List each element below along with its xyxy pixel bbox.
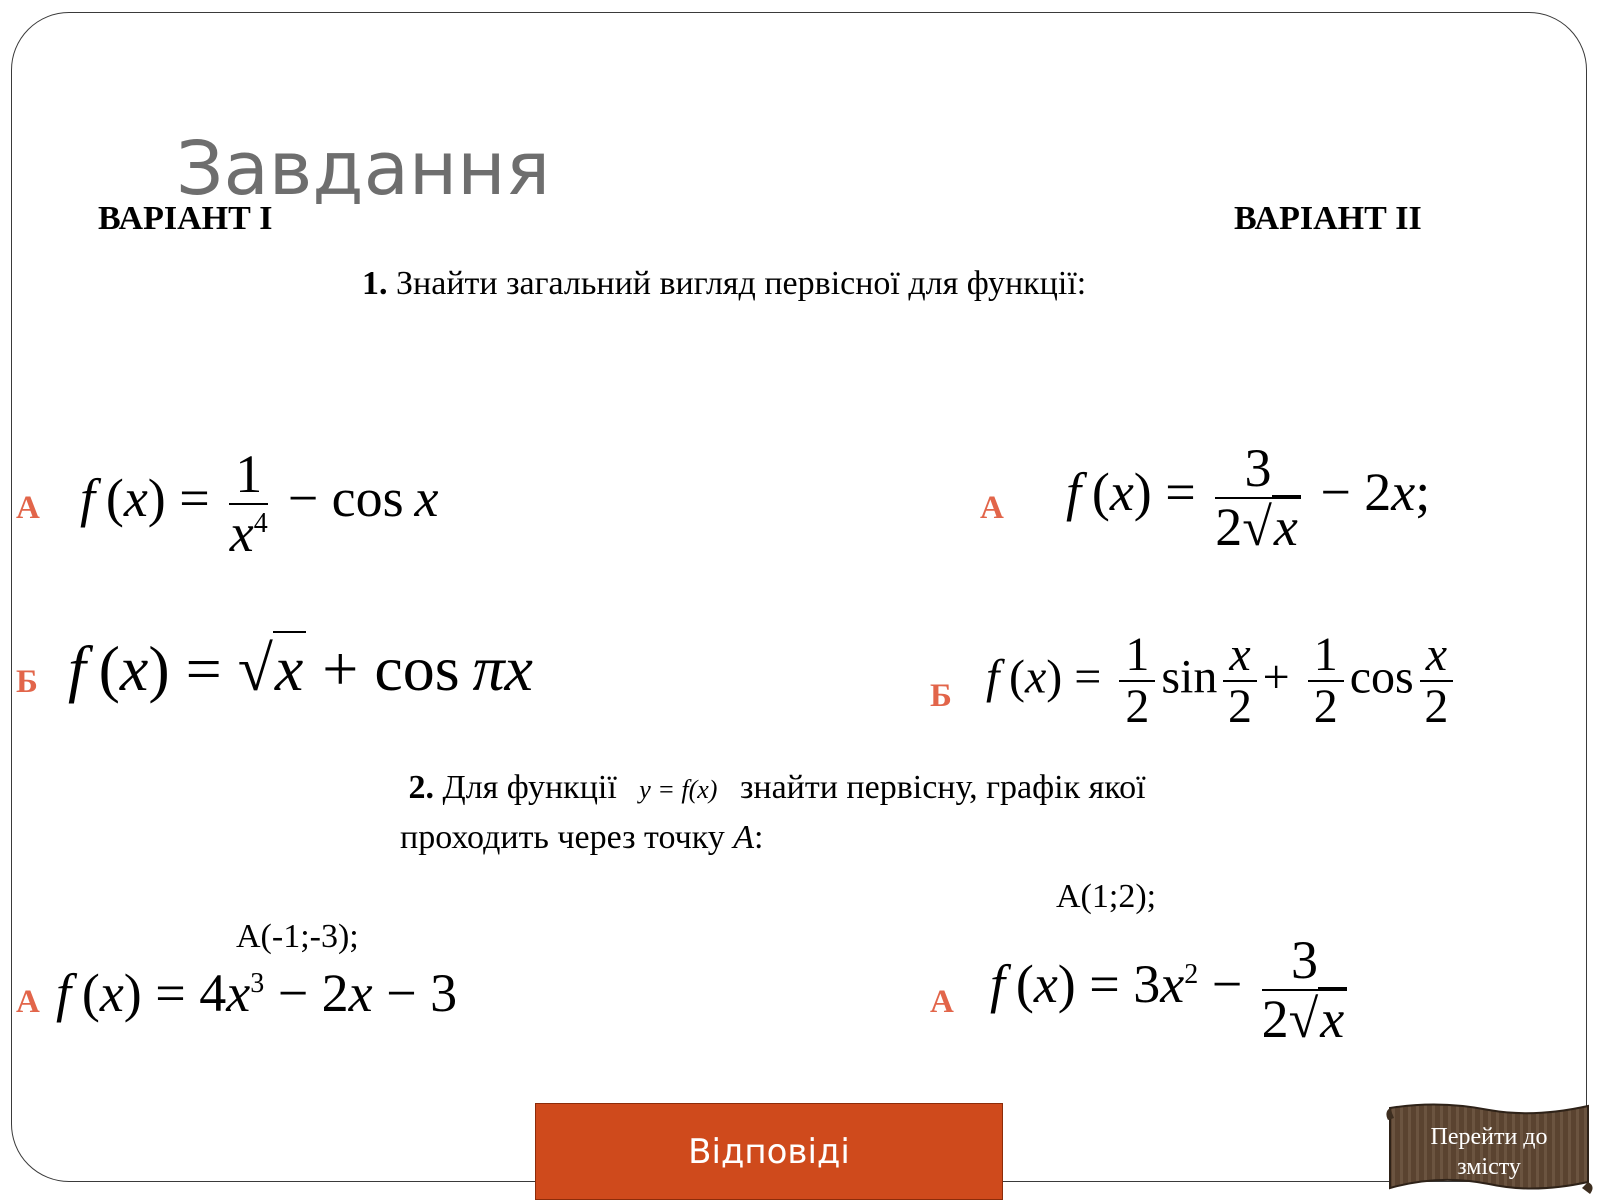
fraction: $\frac{1}{2}$ — [1308, 630, 1344, 733]
task-2-inline-formula: y = f(x) — [639, 775, 718, 804]
v1-task1-label-b: Б — [16, 664, 38, 700]
go-to-contents-button[interactable] — [1384, 1098, 1594, 1198]
task-1-text — [362, 260, 1132, 308]
v2-task1-label-a: А — [980, 490, 1004, 526]
task-2-point-letter: A — [733, 819, 755, 856]
variant-2-heading: ВАРІАНТ ІІ — [1234, 200, 1422, 237]
v1-task1-a-formula: f (x) = $\frac{1}{x^4}$ − cos x — [80, 444, 439, 563]
fraction: $\frac{1}{x^4}$ — [229, 444, 268, 563]
slide-title: Завдання — [176, 126, 551, 212]
v1-point: A(-1;-3); — [236, 918, 359, 955]
task-1-number: 1. — [362, 265, 388, 302]
fraction: $\frac{x}{2}$ — [1223, 630, 1256, 733]
task-2-text — [400, 764, 1220, 862]
task-2-tail: : — [754, 819, 764, 856]
v1-task2-label-a: А — [16, 984, 40, 1020]
v2-task2-label-a: А — [930, 984, 954, 1020]
go-to-contents-label: Перейти до змісту — [1430, 1124, 1548, 1180]
fraction: $\frac{x}{2}$ — [1420, 630, 1453, 733]
task-1-statement: Знайти загальний вигляд первісної для функції: — [396, 265, 1087, 302]
answers-button[interactable]: Відповіді — [535, 1103, 1003, 1200]
variant-1-heading: ВАРІАНТ І — [98, 200, 273, 237]
task-2-text-after: знайти первісну, графік якої проходить через точку — [400, 769, 1146, 856]
task-2-text-before: Для функції — [442, 769, 617, 806]
fraction: $\frac{3}{2√x}$ — [1215, 440, 1301, 555]
fraction: $\frac{1}{2}$ — [1119, 630, 1155, 733]
v1-task1-label-a: А — [16, 490, 40, 526]
v2-task1-a-formula: f (x) = $\frac{3}{2√x}$ − 2x; — [1066, 438, 1431, 557]
v2-task1-label-b: Б — [930, 678, 952, 714]
v2-task1-b-formula: f (x) = $\frac{1}{2}$ sin $\frac{x}{2}$ + $\frac{1}{2}$ cos $\frac{x}{2}$ — [986, 630, 1459, 733]
v2-point: A(1;2); — [1056, 878, 1157, 915]
v1-task1-b-formula: f (x) = √x + cos πx — [68, 633, 533, 704]
task-2-number: 2. — [408, 769, 434, 806]
v2-task2-a-formula: f $(x) = 3x^2$ − $\frac{3}{2√x}$ — [990, 932, 1353, 1047]
fraction: $\frac{3}{2√x}$ — [1262, 932, 1348, 1047]
v1-task2-a-formula: f $(x) = 4x^3 - 2x - 3$ — [56, 963, 458, 1023]
